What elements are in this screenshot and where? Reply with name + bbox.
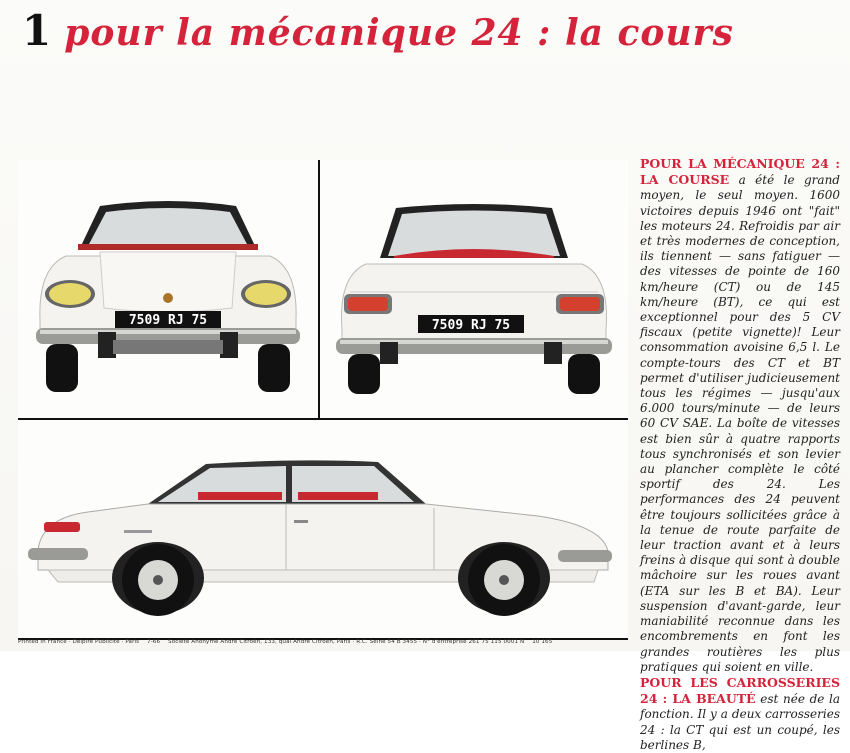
car-rear-illustration — [320, 160, 628, 418]
rear-license-plate: 7509 RJ 75 — [431, 318, 511, 333]
article-text-column — [640, 156, 840, 753]
footer-printed: Printed in France · Delpire Publicité · Paris — [18, 639, 140, 645]
page-heading — [22, 6, 850, 58]
front-license-plate: 7509 RJ 75 — [128, 313, 208, 328]
footer-company: Société Anonyme André Citroën, 133, quai André Citroën, Paris · R.C. Seine 54 B 3455 · N° d'entreprise 261 75 115 0001 N — [168, 639, 525, 645]
car-side-photo — [18, 420, 628, 638]
section-mecanique — [640, 156, 840, 675]
section1-body: a été le grand moyen, le seul moyen. 1600 victoires depuis 1946 ont "fait" les moteurs 24. Refroidis par air et très modernes de conception, ils tiennent — sans fatiguer — des vitesses de pointe de 160 km/heure (CT) ou de 145 km/heure (BT), ce qui est exceptionnel pour des 5 CV fiscaux (petite vignette)! Leur consommation avoisine 6,5 l. Le compte-tours des CT et BT permet d'utiliser judicieusement tous les régimes — jusqu'aux 6.000 tours/minute — de leurs 60 CV SAE. La boîte de vitesses est bien sûr à quatre rapports tous synchronisés et son levier au plancher complète le côté sportif des 24. Les performances des 24 peuvent être toujours sollicitées grâce à la tenue de route parfaite de leur traction avant et à leurs freins à disque qui sont à double mâchoire sur les roues avant (ETA sur les B et BA). Leur suspension d'avant-garde, leur maniabilité reconnue dans les encombrements en font les grandes routières les plus pratiques qui soient en ville. — [640, 173, 840, 674]
print-footer — [18, 639, 628, 649]
section1-heading: POUR LA MÉCANIQUE 24 : LA COURSE — [640, 156, 840, 188]
car-rear-photo — [320, 160, 628, 418]
footer-code: 7-66 — [147, 639, 161, 645]
heading-title: pour la mécanique 24 : la cours — [64, 12, 734, 54]
car-front-photo — [18, 160, 318, 418]
heading-number: 1 — [22, 6, 53, 55]
car-front-illustration — [18, 160, 318, 418]
section2-body: est née de la fonction. Il y a deux carrosseries 24 : la CT qui est un coupé, les berlines B, — [640, 692, 840, 752]
section2-heading: POUR LES CARROSSERIES 24 : LA BEAUTÉ — [640, 674, 840, 707]
footer-ref: 10 165 — [532, 639, 553, 645]
car-side-illustration — [18, 420, 628, 638]
section-carrosseries — [640, 675, 840, 753]
